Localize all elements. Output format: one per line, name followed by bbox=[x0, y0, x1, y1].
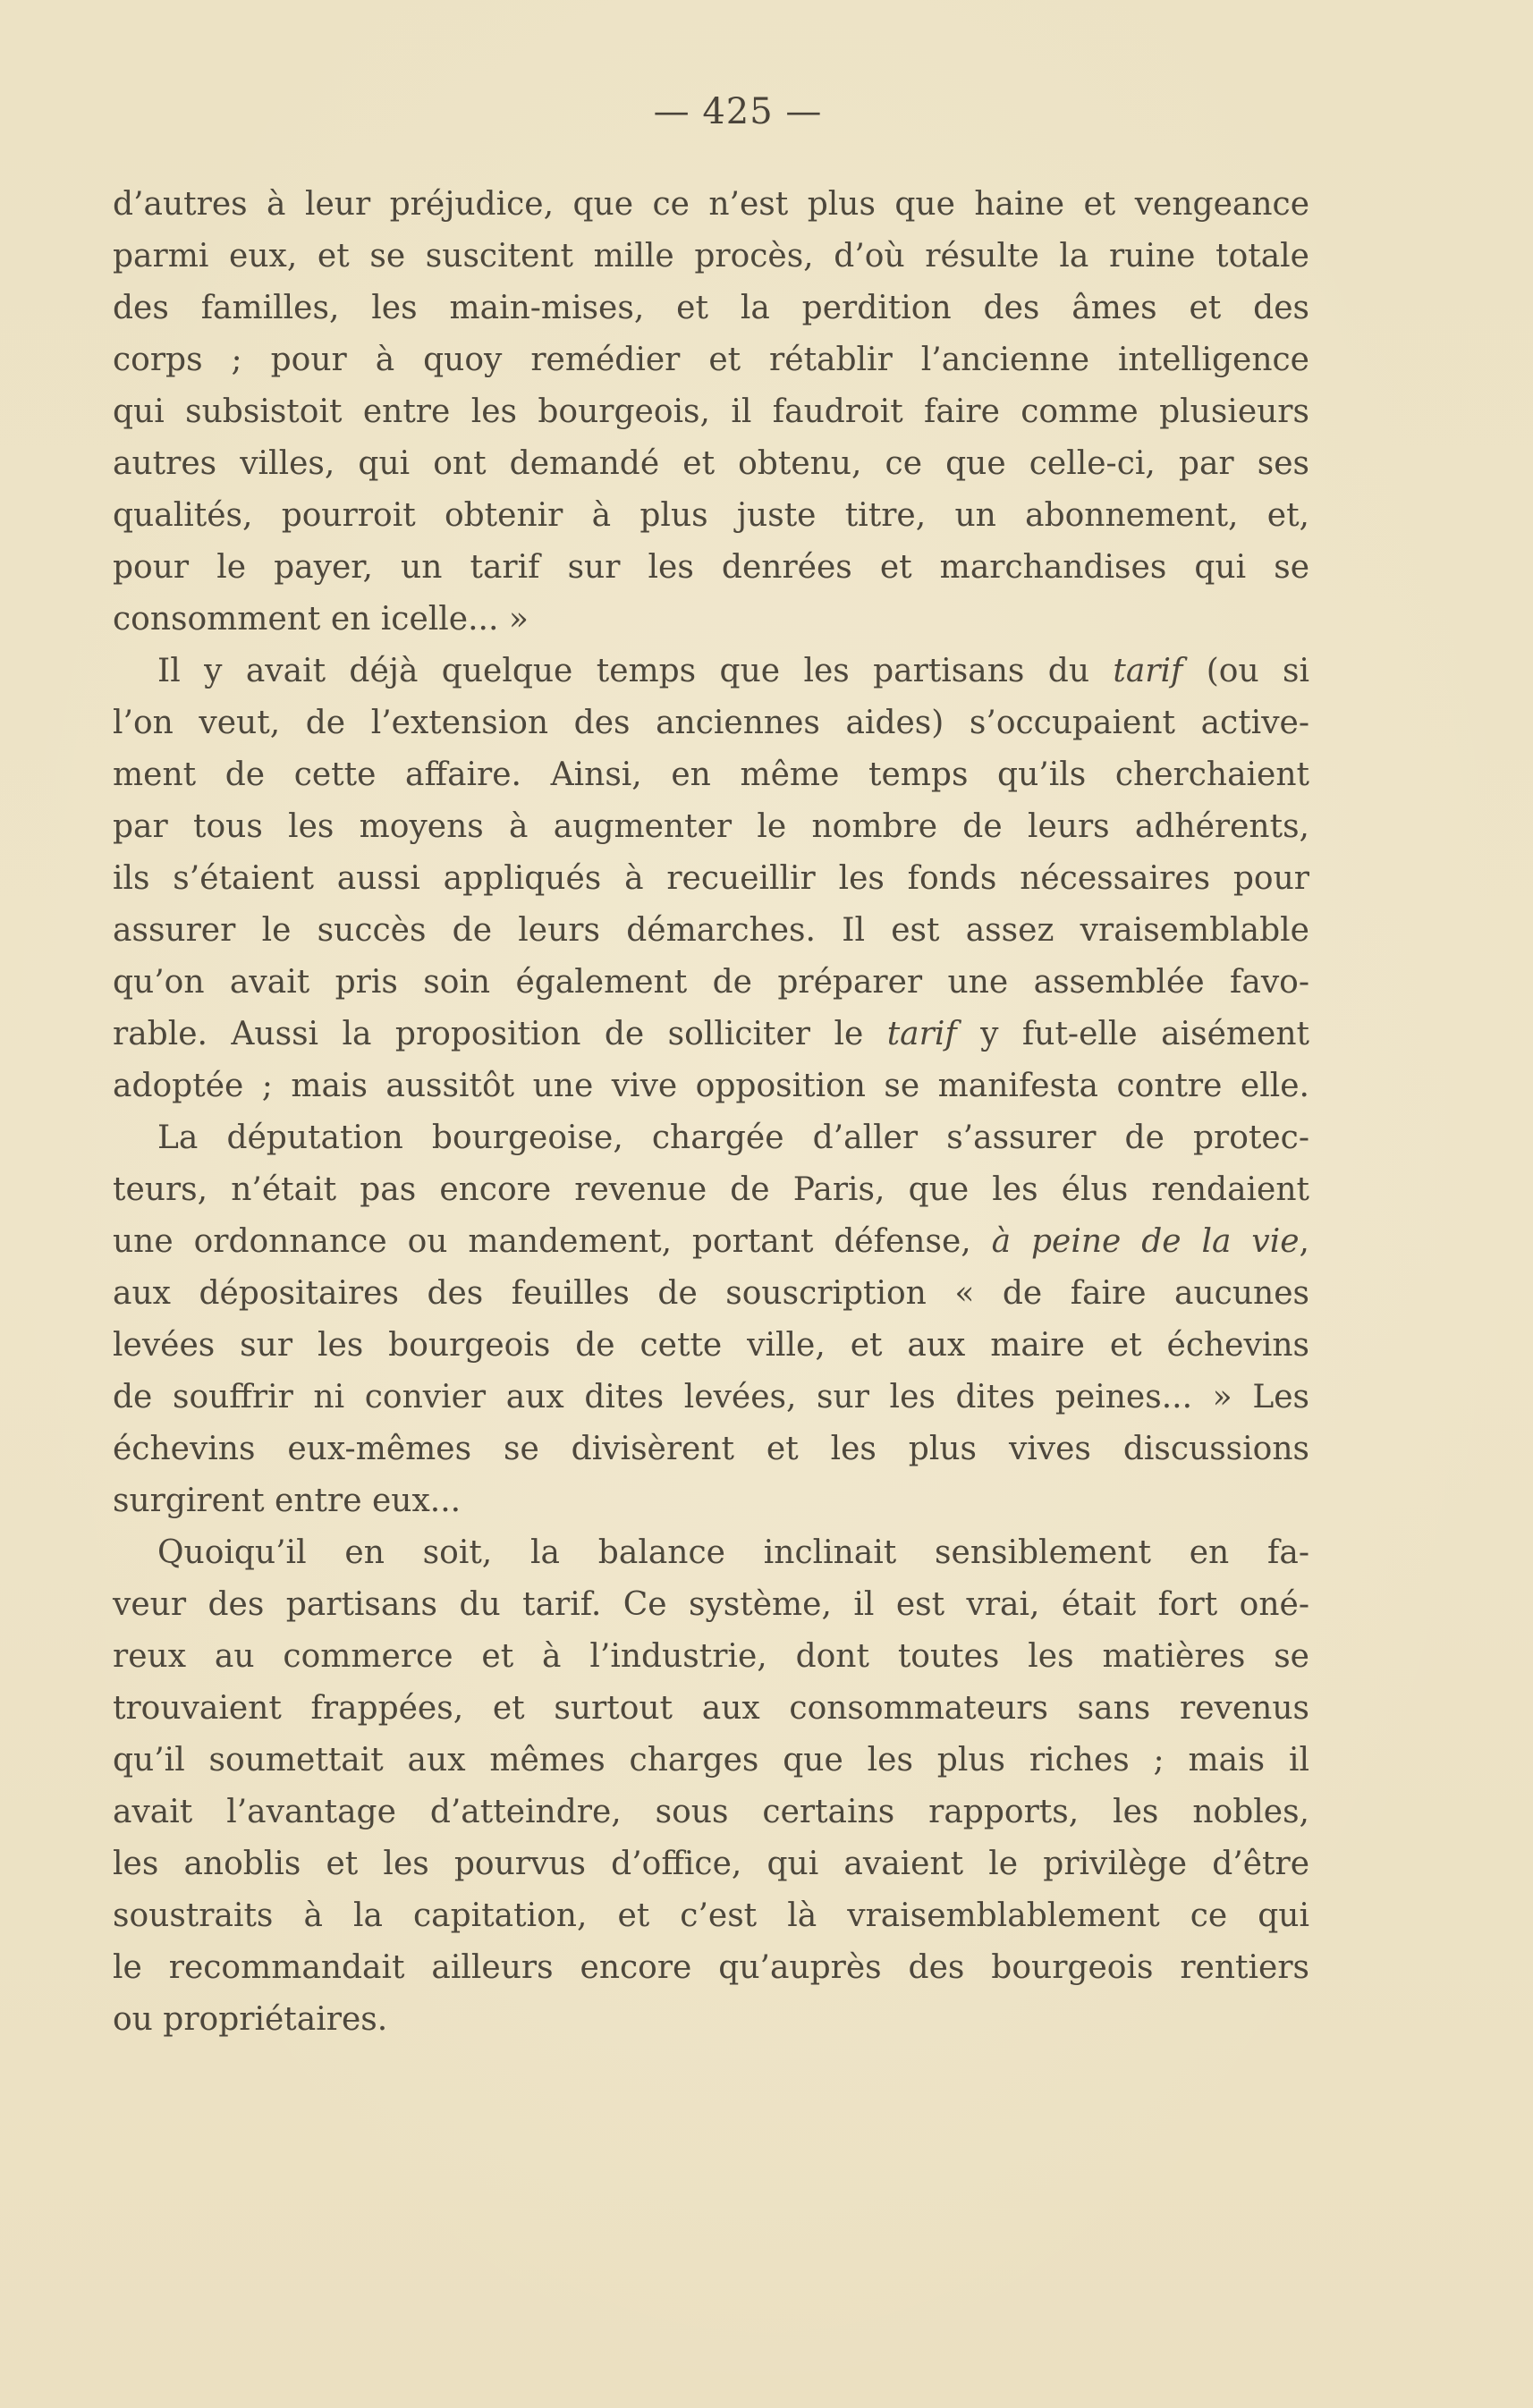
text-line: ils s’étaient aussi appliqués à recueillir les fonds nécessaires pour bbox=[113, 860, 1309, 897]
italic-term: tarif bbox=[886, 1016, 957, 1052]
text-line: surgirent entre eux... bbox=[113, 1483, 462, 1519]
text-line: avait l’avantage d’atteindre, sous certains rapports, les nobles, bbox=[113, 1794, 1309, 1830]
text-line: Quoiqu’il en soit, la balance inclinait sensiblement en fa- bbox=[157, 1534, 1309, 1571]
text-line: de souffrir ni convier aux dites levées, sur les dites peines... » Les bbox=[113, 1379, 1309, 1415]
text-segment: Il y avait déjà quelque temps que les partisans du bbox=[157, 653, 1114, 689]
text-line: soustraits à la capitation, et c’est là vraisemblablement ce qui bbox=[113, 1897, 1309, 1934]
text-line bbox=[113, 646, 1309, 697]
text-line: autres villes, qui ont demandé et obtenu, ce que celle-ci, par ses bbox=[113, 445, 1309, 482]
text-line: par tous les moyens à augmenter le nombre de leurs adhérents, bbox=[113, 808, 1309, 845]
text-line: assurer le succès de leurs démarches. Il est assez vraisemblable bbox=[113, 912, 1309, 949]
text-line: ment de cette affaire. Ainsi, en même temps qu’ils cherchaient bbox=[113, 756, 1309, 793]
text-segment: rable. Aussi la proposition de solliciter le bbox=[113, 1016, 887, 1052]
text-line: d’autres à leur préjudice, que ce n’est plus que haine et vengeance bbox=[113, 186, 1309, 223]
text-line: échevins eux-mêmes se divisèrent et les plus vives discussions bbox=[113, 1431, 1309, 1467]
text-line: reux au commerce et à l’industrie, dont toutes les matières se bbox=[113, 1638, 1309, 1675]
text-line: consomment en icelle... » bbox=[113, 601, 529, 638]
italic-term: tarif bbox=[1113, 653, 1183, 689]
text-line: adoptée ; mais aussitôt une vive opposition se manifesta contre elle. bbox=[113, 1068, 1309, 1104]
text-line: parmi eux, et se suscitent mille procès, d’où résulte la ruine totale bbox=[113, 238, 1309, 275]
text-line: levées sur les bourgeois de cette ville, et aux maire et échevins bbox=[113, 1327, 1309, 1364]
text-line: des familles, les main-mises, et la perdition des âmes et des bbox=[113, 290, 1309, 326]
text-line: qualités, pourroit obtenir à plus juste titre, un abonnement, et, bbox=[113, 497, 1309, 534]
text-line: corps ; pour à quoy remédier et rétablir l’ancienne intelligence bbox=[113, 342, 1309, 378]
text-line: La députation bourgeoise, chargée d’aller s’assurer de protec- bbox=[157, 1120, 1309, 1156]
text-line: ou propriétaires. bbox=[113, 2001, 388, 2038]
text-line: trouvaient frappées, et surtout aux consommateurs sans revenus bbox=[113, 1690, 1309, 1727]
text-line: aux dépositaires des feuilles de souscription « de faire aucunes bbox=[113, 1275, 1309, 1312]
text-line bbox=[113, 1216, 1309, 1268]
text-segment: (ou si bbox=[1182, 653, 1309, 689]
page-number: — 425 — bbox=[653, 91, 823, 132]
text-line: veur des partisans du tarif. Ce système, il est vrai, était fort oné- bbox=[113, 1586, 1309, 1623]
text-line: qu’il soumettait aux mêmes charges que les plus riches ; mais il bbox=[113, 1742, 1309, 1779]
text-line: teurs, n’était pas encore revenue de Paris, que les élus rendaient bbox=[113, 1171, 1309, 1208]
body-text bbox=[113, 179, 1309, 2046]
text-segment: , bbox=[1299, 1223, 1309, 1260]
text-segment: une ordonnance ou mandement, portant défense, bbox=[113, 1223, 992, 1260]
text-line: l’on veut, de l’extension des anciennes aides) s’occupaient active- bbox=[113, 705, 1309, 741]
text-line: qui subsistoit entre les bourgeois, il faudroit faire comme plusieurs bbox=[113, 393, 1309, 430]
text-segment: y fut-elle aisément bbox=[956, 1016, 1310, 1052]
text-line: qu’on avait pris soin également de préparer une assemblée favo- bbox=[113, 964, 1309, 1001]
italic-term: à peine de la vie bbox=[991, 1223, 1300, 1260]
text-line bbox=[113, 1009, 1309, 1060]
text-line: le recommandait ailleurs encore qu’auprès des bourgeois rentiers bbox=[113, 1949, 1309, 1986]
text-line: pour le payer, un tarif sur les denrées et marchandises qui se bbox=[113, 549, 1309, 586]
text-line: les anoblis et les pourvus d’office, qui avaient le privilège d’être bbox=[113, 1846, 1309, 1882]
